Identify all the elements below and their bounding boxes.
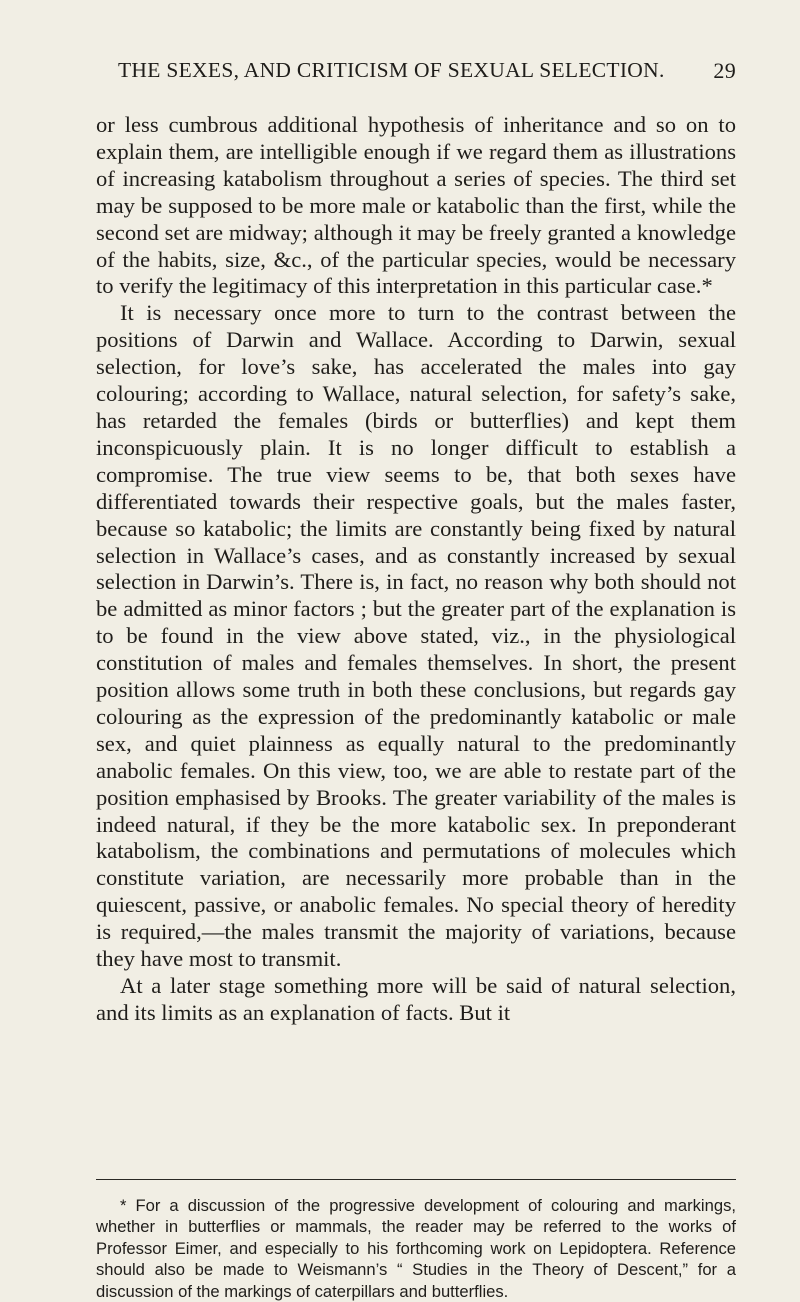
body-text [96, 112, 736, 1027]
footnote-divider [96, 1179, 736, 1180]
running-head-title: THE SEXES, AND CRITICISM OF SEXUAL SELECTION. [118, 58, 665, 82]
footnote: * For a discussion of the progressive development of colouring and markings, whether in butterflies or mammals, the reader may be referred to the works of Professor Eimer, and especially to his forthcoming work on Lepidoptera. Reference should also be made to Weismann’s “ Studies in the Theory of Descent,” for a discussion of the markings of caterpillars and butterflies. [96, 1196, 736, 1301]
running-head [96, 58, 736, 88]
paragraph-darwin-wallace: It is necessary once more to turn to the contrast between the positions of Darwin and Wallace. According to Darwin, sexual selection, for love’s sake, has accelerated the males into gay colouring; according to Wallace, natural selection, for safety’s sake, has retarded the females (birds or butterflies) and kept them inconspicuously plain. It is no longer difficult to establish a compromise. The true view seems to be, that both sexes have differentiated towards their respective goals, but the males faster, because so katabolic; the limits are constantly being fixed by natural selection in Wallace’s cases, and as constantly increased by sexual selection in Darwin’s. There is, in fact, no reason why both should not be admitted as minor factors ; but the greater part of the explanation is to be found in the view above stated, viz., in the physiological constitution of males and females themselves. In short, the present position allows some truth in both these conclusions, but regards gay colouring as the expression of the predominantly katabolic or male sex, and quiet plainness as equally natural to the predominantly anabolic females. On this view, too, we are able to restate part of the position emphasised by Brooks. The greater variability of the males is indeed natural, if they be the more katabolic sex. In preponderant katabolism, the combinations and permutations of molecules which constitute variation, are necessarily more probable than in the quiescent, passive, or anabolic females. No special theory of heredity is required,—the males transmit the majority of variations, because they have most to transmit. [96, 300, 736, 972]
paragraph-natural-selection: At a later stage something more will be said of natural selection, and its limits as an explanation of facts. But it [96, 973, 736, 1025]
paragraph-continuation: or less cumbrous additional hypothesis of inheritance and so on to explain them, are intelligible enough if we regard them as illustrations of increasing katabolism throughout a series of species. The third set may be supposed to be more male or katabolic than the first, while the second set are midway; although it may be freely granted a knowledge of the habits, size, &c., of the particular species, would be necessary to verify the legitimacy of this interpretation in this particular case.* [96, 112, 736, 299]
page-number: 29 [713, 58, 736, 83]
